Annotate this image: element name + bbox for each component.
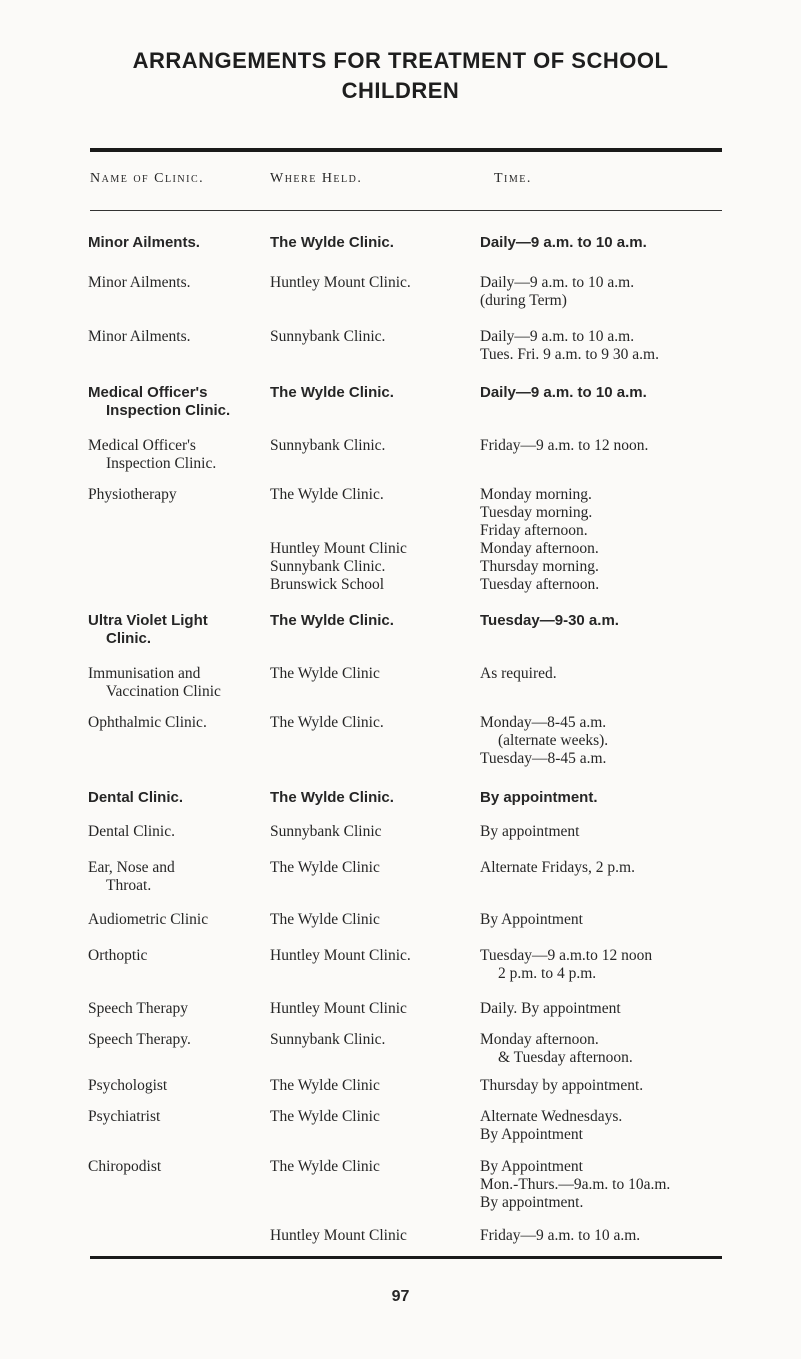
clinic-name bbox=[88, 859, 175, 895]
clinic-time-line: Tuesday afternoon. bbox=[480, 576, 600, 593]
clinic-location-line: Sunnybank Clinic bbox=[270, 823, 382, 840]
clinic-time bbox=[480, 1000, 621, 1018]
clinic-time bbox=[480, 1108, 622, 1144]
clinic-location bbox=[270, 486, 407, 594]
clinic-location bbox=[270, 1158, 380, 1176]
title-line-1: ARRANGEMENTS FOR TREATMENT OF SCHOOL bbox=[132, 48, 669, 73]
clinic-name bbox=[88, 1108, 160, 1126]
clinic-location-line: The Wylde Clinic bbox=[270, 1158, 380, 1175]
clinic-location bbox=[270, 1000, 407, 1018]
clinic-time-line: Friday—9 a.m. to 10 a.m. bbox=[480, 1227, 641, 1244]
clinic-location bbox=[270, 274, 411, 292]
clinic-name-line: Inspection Clinic. bbox=[106, 455, 217, 472]
clinic-time bbox=[480, 714, 608, 768]
clinic-time bbox=[480, 234, 647, 252]
clinic-name bbox=[88, 328, 190, 346]
clinic-name-line: Minor Ailments. bbox=[88, 328, 191, 345]
clinic-time-line: 2 p.m. to 4 p.m. bbox=[498, 965, 597, 982]
clinic-time bbox=[480, 911, 583, 929]
clinic-name bbox=[88, 789, 183, 807]
clinic-time bbox=[480, 1077, 643, 1095]
clinic-name-line: Vaccination Clinic bbox=[106, 683, 221, 700]
clinic-name bbox=[88, 1000, 188, 1018]
clinic-name bbox=[88, 1158, 161, 1176]
clinic-location-line: The Wylde Clinic. bbox=[270, 612, 394, 629]
clinic-name-line: Orthoptic bbox=[88, 947, 148, 964]
clinic-location-line: Huntley Mount Clinic bbox=[270, 540, 407, 557]
clinic-name-line: Physiotherapy bbox=[88, 486, 177, 503]
clinic-time bbox=[480, 486, 599, 594]
clinic-time-line: Daily. By appointment bbox=[480, 1000, 621, 1017]
clinic-location-line: Sunnybank Clinic. bbox=[270, 1031, 386, 1048]
clinic-time bbox=[480, 665, 557, 683]
clinic-location bbox=[270, 384, 394, 402]
bottom-rule bbox=[90, 1256, 722, 1259]
clinic-location bbox=[270, 328, 385, 346]
clinic-name-line: Clinic. bbox=[106, 630, 152, 647]
clinic-location-line: The Wylde Clinic. bbox=[270, 234, 394, 251]
clinic-location-line: The Wylde Clinic bbox=[270, 665, 380, 682]
clinic-time-line: By Appointment bbox=[480, 1126, 583, 1143]
clinic-time-line: By appointment. bbox=[480, 1194, 584, 1211]
clinic-time-line: & Tuesday afternoon. bbox=[498, 1049, 633, 1066]
clinic-time-line: Daily—9 a.m. to 10 a.m. bbox=[480, 328, 635, 345]
clinic-time bbox=[480, 437, 648, 455]
clinic-name-line: Minor Ailments. bbox=[88, 234, 200, 251]
clinic-location-line: The Wylde Clinic bbox=[270, 1077, 380, 1094]
clinic-name bbox=[88, 714, 207, 732]
page-number: 97 bbox=[391, 1288, 410, 1305]
clinic-name-line: Ultra Violet Light bbox=[88, 612, 208, 629]
clinic-location-line: Sunnybank Clinic. bbox=[270, 437, 386, 454]
clinic-time-line: Daily—9 a.m. to 10 a.m. bbox=[480, 384, 647, 401]
clinic-name-line: Ear, Nose and bbox=[88, 859, 175, 876]
clinic-name-line: Immunisation and bbox=[88, 665, 201, 682]
clinic-name-line: Inspection Clinic. bbox=[106, 402, 231, 419]
clinic-location bbox=[270, 947, 411, 965]
clinic-name bbox=[88, 1031, 191, 1049]
clinic-time-line: Daily—9 a.m. to 10 a.m. bbox=[480, 274, 635, 291]
clinic-name-line: Dental Clinic. bbox=[88, 789, 184, 806]
clinic-name-line: Ophthalmic Clinic. bbox=[88, 714, 207, 731]
clinic-time bbox=[480, 947, 652, 983]
clinic-name bbox=[88, 612, 208, 648]
clinic-name-line: Psychiatrist bbox=[88, 1108, 161, 1125]
clinic-name bbox=[88, 823, 175, 841]
clinic-time-line: (alternate weeks). bbox=[498, 732, 609, 749]
clinic-name bbox=[88, 911, 208, 929]
clinic-time-line: By appointment. bbox=[480, 789, 598, 806]
clinic-name bbox=[88, 437, 216, 473]
clinic-location-line bbox=[270, 504, 407, 522]
clinic-name-line: Speech Therapy bbox=[88, 1000, 188, 1017]
clinic-location bbox=[270, 1031, 385, 1049]
clinic-location-line: Huntley Mount Clinic bbox=[270, 1000, 407, 1017]
clinic-location bbox=[270, 612, 394, 630]
clinic-time-line: As required. bbox=[480, 665, 557, 682]
clinic-name bbox=[88, 384, 230, 420]
clinic-location-line: The Wylde Clinic. bbox=[270, 714, 384, 731]
clinic-time bbox=[480, 1158, 670, 1212]
clinic-name bbox=[88, 486, 177, 504]
clinic-name bbox=[88, 1077, 167, 1095]
clinic-name-line: Speech Therapy. bbox=[88, 1031, 191, 1048]
header-time: Time. bbox=[494, 171, 532, 186]
clinic-location-line: Huntley Mount Clinic. bbox=[270, 947, 411, 964]
clinic-time-line: Tuesday—9 a.m.to 12 noon bbox=[480, 947, 653, 964]
clinic-location bbox=[270, 823, 382, 841]
clinic-time-line: Friday afternoon. bbox=[480, 522, 588, 539]
clinic-name-line bbox=[88, 1227, 92, 1245]
title-line-2: CHILDREN bbox=[341, 78, 460, 103]
clinic-name-line: Minor Ailments. bbox=[88, 274, 191, 291]
clinic-location bbox=[270, 437, 385, 455]
clinic-location bbox=[270, 714, 384, 732]
clinic-location-line: The Wylde Clinic bbox=[270, 911, 380, 928]
clinic-name-line: Chiropodist bbox=[88, 1158, 162, 1175]
clinic-name-line: Throat. bbox=[106, 877, 152, 894]
clinic-time bbox=[480, 1031, 633, 1067]
clinic-location-line: The Wylde Clinic bbox=[270, 859, 380, 876]
clinic-time-line: Mon.-Thurs.—9a.m. to 10a.m. bbox=[480, 1176, 671, 1193]
clinic-location bbox=[270, 234, 394, 252]
clinic-time-line: Monday afternoon. bbox=[480, 540, 599, 557]
clinic-time-line: Tuesday—9-30 a.m. bbox=[480, 612, 619, 629]
clinic-name bbox=[88, 274, 190, 292]
clinic-time bbox=[480, 789, 598, 807]
clinic-location bbox=[270, 859, 380, 877]
clinic-time-line: (during Term) bbox=[480, 292, 567, 309]
clinic-time-line: By Appointment bbox=[480, 1158, 583, 1175]
clinic-time-line: Alternate Fridays, 2 p.m. bbox=[480, 859, 635, 876]
clinic-location-line bbox=[270, 522, 407, 540]
clinic-name-line: Medical Officer's bbox=[88, 384, 208, 401]
clinic-time-line: Monday—8-45 a.m. bbox=[480, 714, 607, 731]
header-where: Where Held. bbox=[270, 171, 363, 186]
clinic-time-line: Tuesday—8-45 a.m. bbox=[480, 750, 607, 767]
table-header bbox=[0, 171, 801, 195]
clinic-location-line: Huntley Mount Clinic. bbox=[270, 274, 411, 291]
clinic-time-line: Tues. Fri. 9 a.m. to 9 30 a.m. bbox=[480, 346, 659, 363]
clinic-time-line: By appointment bbox=[480, 823, 580, 840]
clinic-time-line: Alternate Wednesdays. bbox=[480, 1108, 623, 1125]
clinic-time bbox=[480, 1227, 640, 1245]
top-rule bbox=[90, 148, 722, 152]
clinic-location bbox=[270, 1077, 380, 1095]
header-name: Name of Clinic. bbox=[90, 171, 205, 186]
clinic-time-line: Monday afternoon. bbox=[480, 1031, 599, 1048]
clinic-name-line: Audiometric Clinic bbox=[88, 911, 209, 928]
clinic-time-line: Thursday by appointment. bbox=[480, 1077, 644, 1094]
clinic-time bbox=[480, 328, 659, 364]
clinic-location bbox=[270, 1108, 380, 1126]
clinic-time-line: Monday morning. bbox=[480, 486, 592, 503]
clinic-location bbox=[270, 789, 394, 807]
clinic-name bbox=[88, 1227, 92, 1245]
clinic-time-line: Thursday morning. bbox=[480, 558, 599, 575]
header-rule bbox=[90, 210, 722, 211]
clinic-location-line: The Wylde Clinic. bbox=[270, 384, 394, 401]
clinic-location-line: Sunnybank Clinic. bbox=[270, 328, 386, 345]
clinic-location-line: Brunswick School bbox=[270, 576, 385, 593]
clinic-time bbox=[480, 612, 619, 630]
clinic-location bbox=[270, 665, 380, 683]
clinic-time bbox=[480, 274, 634, 310]
clinic-name-line: Medical Officer's bbox=[88, 437, 196, 454]
clinic-time-line: Daily—9 a.m. to 10 a.m. bbox=[480, 234, 647, 251]
clinic-location-line: The Wylde Clinic. bbox=[270, 486, 384, 503]
clinic-location-line: Sunnybank Clinic. bbox=[270, 558, 386, 575]
clinic-name-line: Dental Clinic. bbox=[88, 823, 175, 840]
clinic-time-line: Tuesday morning. bbox=[480, 504, 593, 521]
clinic-time bbox=[480, 823, 579, 841]
clinic-time-line: By Appointment bbox=[480, 911, 583, 928]
clinic-name bbox=[88, 947, 147, 965]
clinic-time bbox=[480, 384, 647, 402]
clinic-location-line: Huntley Mount Clinic bbox=[270, 1227, 407, 1244]
clinic-location-line: The Wylde Clinic bbox=[270, 1108, 380, 1125]
clinic-location bbox=[270, 1227, 407, 1245]
clinic-name bbox=[88, 665, 221, 701]
clinic-time bbox=[480, 859, 635, 877]
clinic-time-line: Friday—9 a.m. to 12 noon. bbox=[480, 437, 649, 454]
page-title bbox=[0, 46, 801, 106]
clinic-location bbox=[270, 911, 380, 929]
clinic-location-line: The Wylde Clinic. bbox=[270, 789, 394, 806]
clinic-name bbox=[88, 234, 200, 252]
clinic-name-line: Psychologist bbox=[88, 1077, 168, 1094]
